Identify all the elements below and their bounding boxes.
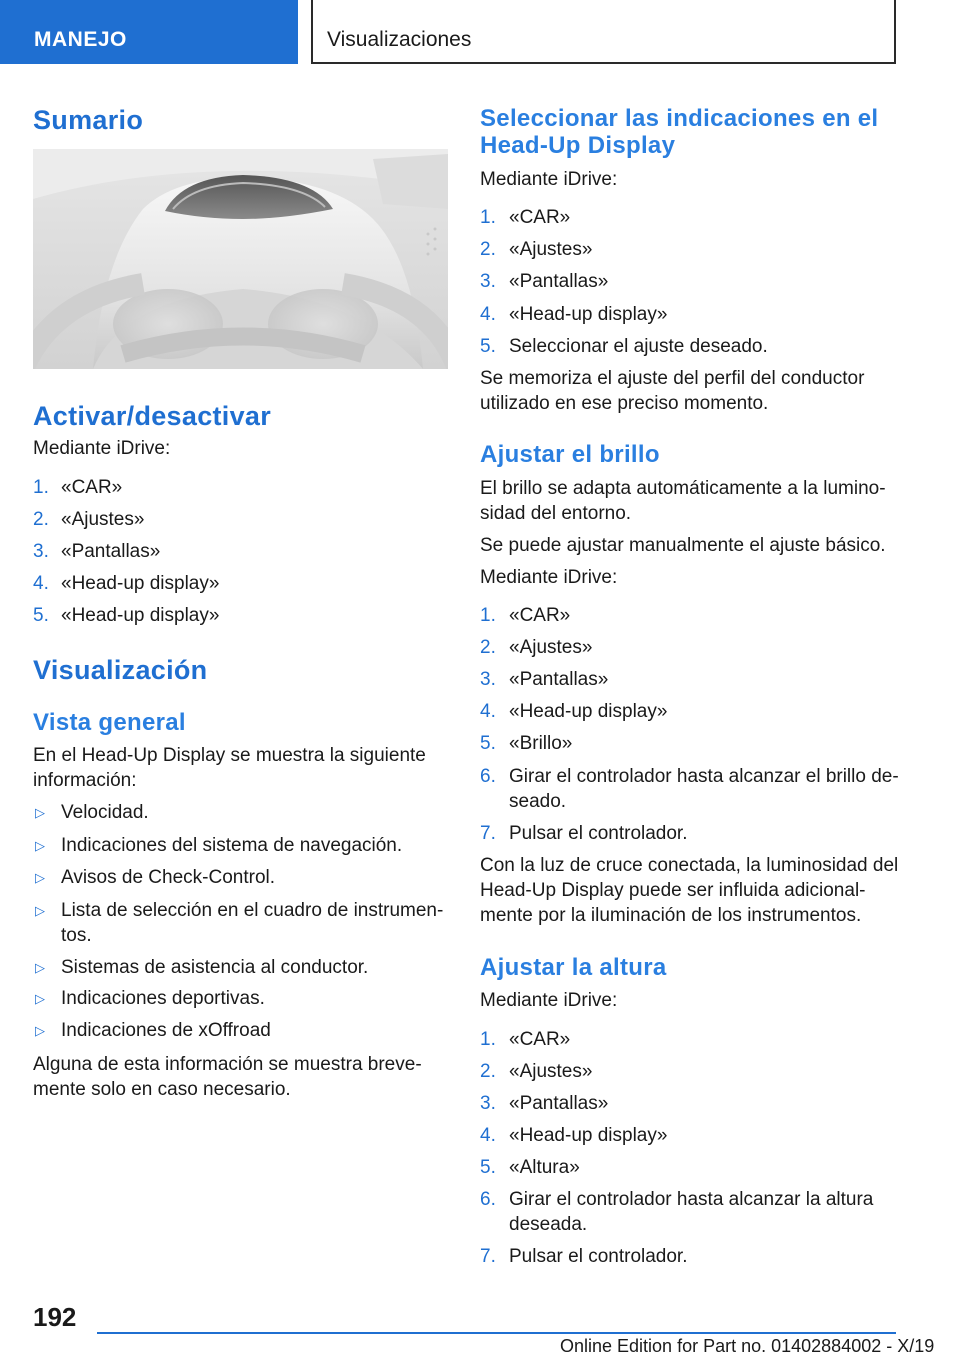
list-item: Indicaciones deportivas. (61, 988, 265, 1009)
bullet-icon: ▷ (35, 903, 45, 918)
footer-divider (97, 1332, 896, 1334)
brillo-intro: Mediante iDrive: (480, 567, 618, 588)
brillo-text: Se puede ajustar manualmente el ajuste básico. (480, 535, 886, 556)
page-number: 192 (33, 1302, 77, 1332)
step-number: 7. (480, 1246, 496, 1267)
step-text: «Ajustes» (61, 509, 145, 530)
altura-heading: Ajustar la altura (480, 954, 667, 981)
chapter-header (311, 0, 896, 64)
step-number: 3. (480, 669, 496, 690)
step-text: «Pantallas» (509, 271, 609, 292)
visualizacion-heading: Visualización (33, 655, 208, 685)
step-text: «Head-up display» (61, 573, 220, 594)
closing-text: Alguna de esta información se muestra breve- (33, 1054, 422, 1075)
step-text-continued: deseada. (509, 1214, 588, 1235)
step-text: Seleccionar el ajuste deseado. (509, 336, 768, 357)
step-text: «Pantallas» (509, 669, 609, 690)
seleccionar-note: Se memoriza el ajuste del perfil del conductor (480, 368, 865, 389)
step-text: «CAR» (509, 207, 571, 228)
bullet-icon: ▷ (35, 960, 45, 975)
step-number: 4. (480, 1125, 496, 1146)
seleccionar-heading: Head-Up Display (480, 132, 676, 159)
step-number: 2. (480, 637, 496, 658)
list-item: Avisos de Check-Control. (61, 867, 276, 888)
vista-general-heading: Vista general (33, 709, 186, 736)
step-number: 5. (480, 733, 496, 754)
step-text: «Head-up display» (509, 701, 668, 722)
step-number: 2. (480, 1061, 496, 1082)
section-label: MANEJO (34, 28, 127, 51)
step-number: 3. (480, 271, 496, 292)
list-item: Lista de selección en el cuadro de instrumen- (61, 900, 444, 921)
sumario-heading: Sumario (33, 105, 144, 135)
seleccionar-heading: Seleccionar las indicaciones en el (480, 105, 879, 132)
bullet-icon: ▷ (35, 1023, 45, 1038)
step-text: Girar el controlador hasta alcanzar el brillo de- (509, 766, 899, 787)
bullet-icon: ▷ (35, 870, 45, 885)
step-number: 6. (480, 1189, 496, 1210)
step-number: 5. (480, 336, 496, 357)
step-text: «Ajustes» (509, 637, 593, 658)
edition-note: Online Edition for Part no. 01402884002 - X/19 (560, 1336, 935, 1356)
step-text: «CAR» (61, 477, 123, 498)
brillo-heading: Ajustar el brillo (480, 441, 660, 468)
step-text: «Altura» (509, 1157, 580, 1178)
step-text: «Ajustes» (509, 239, 593, 260)
brillo-text: El brillo se adapta automáticamente a la lumino- (480, 478, 886, 499)
step-number: 3. (33, 541, 49, 562)
step-number: 4. (480, 701, 496, 722)
list-item: Sistemas de asistencia al conductor. (61, 957, 369, 978)
activar-intro: Mediante iDrive: (33, 438, 171, 459)
list-item-continued: tos. (61, 925, 92, 946)
step-text: Pulsar el controlador. (509, 1246, 688, 1267)
step-number: 4. (33, 573, 49, 594)
step-text: «Ajustes» (509, 1061, 593, 1082)
step-text: «Head-up display» (61, 605, 220, 626)
vista-intro: En el Head-Up Display se muestra la siguiente (33, 745, 426, 766)
activar-heading: Activar/desactivar (33, 401, 272, 431)
step-number: 4. (480, 304, 496, 325)
step-number: 5. (33, 605, 49, 626)
bullet-icon: ▷ (35, 805, 45, 820)
step-number: 6. (480, 766, 496, 787)
step-text: «Pantallas» (61, 541, 161, 562)
brillo-note: mente por la iluminación de los instrumentos. (480, 905, 862, 926)
bullet-icon: ▷ (35, 991, 45, 1006)
step-text: «CAR» (509, 1029, 571, 1050)
seleccionar-note: utilizado en ese preciso momento. (480, 393, 769, 414)
step-text: «Pantallas» (509, 1093, 609, 1114)
brillo-text: sidad del entorno. (480, 503, 632, 524)
brillo-note: Head-Up Display puede ser influida adicional- (480, 880, 866, 901)
seleccionar-intro: Mediante iDrive: (480, 169, 618, 190)
step-number: 3. (480, 1093, 496, 1114)
step-text: «Head-up display» (509, 1125, 668, 1146)
bullet-icon: ▷ (35, 838, 45, 853)
list-item: Indicaciones del sistema de navegación. (61, 835, 403, 856)
list-item: Indicaciones de xOffroad (61, 1020, 271, 1041)
chapter-label: Visualizaciones (327, 28, 472, 51)
step-text: «CAR» (509, 605, 571, 626)
altura-intro: Mediante iDrive: (480, 990, 618, 1011)
step-number: 7. (480, 823, 496, 844)
closing-text: mente solo en caso necesario. (33, 1079, 291, 1100)
vista-intro: información: (33, 770, 137, 791)
list-item: Velocidad. (61, 802, 149, 823)
step-number: 2. (480, 239, 496, 260)
section-tab (0, 0, 298, 64)
step-text: Girar el controlador hasta alcanzar la altura (509, 1189, 874, 1210)
step-text-continued: seado. (509, 791, 567, 812)
step-number: 1. (480, 207, 496, 228)
step-number: 1. (480, 605, 496, 626)
step-text: «Head-up display» (509, 304, 668, 325)
step-number: 1. (480, 1029, 496, 1050)
step-number: 5. (480, 1157, 496, 1178)
step-number: 1. (33, 477, 49, 498)
brillo-note: Con la luz de cruce conectada, la luminosidad del (480, 855, 899, 876)
step-text: Pulsar el controlador. (509, 823, 688, 844)
step-text: «Brillo» (509, 733, 573, 754)
head-up-display-photo (33, 149, 448, 369)
step-number: 2. (33, 509, 49, 530)
